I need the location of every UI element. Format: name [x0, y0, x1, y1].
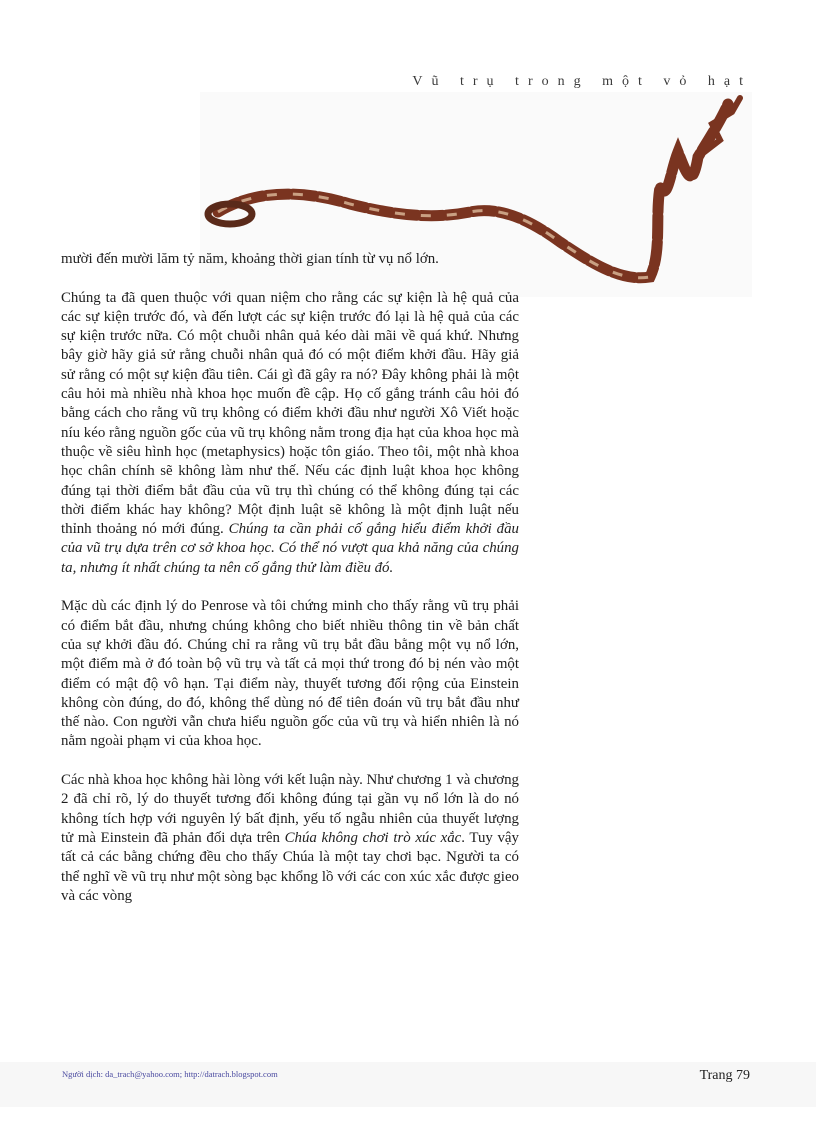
paragraph-3-a: Các nhà khoa học không hài lòng với kết luận này. Như chương 1 và chương 2 đã chỉ rõ, lý do thuyết tương đối không đúng tại gần vụ nổ lớn là do nó không tích hợp với nguyên lý bất định, yếu tố ngẫu nhiên của thuyết lượng tử mà Einstein đã phản đối dựa trên	[61, 772, 519, 846]
body-text	[61, 250, 519, 925]
paragraph-3-b: . Tuy vậy tất cả các bằng chứng đều cho thấy Chúa là một tay chơi bạc. Người ta có thể nghĩ về vũ trụ như một sòng bạc khổng lồ với các con xúc xắc được gieo và các vòng	[61, 829, 519, 904]
page-number: Trang 79	[699, 1068, 750, 1083]
running-header: Vũ trụ trong một vỏ hạt	[412, 74, 752, 89]
paragraph-3	[61, 771, 519, 906]
paragraph-1-normal: Chúng ta đã quen thuộc với quan niệm cho rằng các sự kiện là hệ quả của các sự kiện trước đó, và đến lượt các sự kiện trước đó lại là hệ quả của các sự kiện trước nữa. Có một chuỗi nhân quả kéo dài mãi về quá khứ. Nhưng bây giờ hãy giả sử rằng chuỗi nhân quả đó có một điểm khởi đầu. Hãy giả sử rằng có một sự kiện đầu tiên. Cái gì đã gây ra nó? Đây không phải là một câu hỏi mà nhiều nhà khoa học muốn đề cập. Họ cố gắng tránh câu hỏi đó bằng cách cho rằng vũ trụ không có điểm khởi đầu như người Xô Viết hoặc níu kéo rằng nguồn gốc của vũ trụ không nằm trong địa hạt của khoa học mà thuộc về siêu hình học (metaphysics) hoặc tôn giáo. Theo tôi, một nhà khoa học chân chính sẽ không làm như thế. Nếu các định luật khoa học không đúng tại thời điểm bắt đầu của vũ trụ thì chúng có thể không đúng tại các thời điểm khác hay không? Một định luật sẽ không là một định luật nếu thỉnh thoảng nó mới đúng.	[61, 289, 519, 538]
paragraph-2: Mặc dù các định lý do Penrose và tôi chứng minh cho thấy rằng vũ trụ phải có điểm bắt đầu, nhưng chúng không cho biết nhiều thông tin về bản chất của sự khởi đầu đó. Chúng chỉ ra rằng vũ trụ bắt đầu bằng một vụ nổ lớn, một điểm mà ở đó toàn bộ vũ trụ và tất cả mọi thứ trong đó bị nén vào một điểm có mật độ vô hạn. Tại điểm này, thuyết tương đối rộng của Einstein không còn đúng, do đó, không thể dùng nó để tiên đoán vũ trụ bắt đầu như thế nào. Con người vẫn chưa hiểu nguồn gốc của vũ trụ và hiển nhiên là nó nằm ngoài phạm vi của khoa học.	[61, 598, 519, 750]
paragraph-0: mười đến mười lăm tỷ năm, khoảng thời gian tính từ vụ nổ lớn.	[61, 251, 439, 267]
paragraph-1-italic: Chúng ta cần phải cố gắng hiểu điểm khởi đầu của vũ trụ dựa trên cơ sở khoa học. Có thể nó vượt qua khả năng của chúng ta, nhưng ít nhất chúng ta nên cố gắng thử làm điều đó.	[61, 521, 519, 576]
translator-credit: Người dịch: da_trach@yahoo.com; http://datrach.blogspot.com	[62, 1069, 278, 1079]
paragraph-1	[61, 289, 519, 578]
paragraph-3-italic: Chúa không chơi trò xúc xắc	[284, 829, 462, 846]
